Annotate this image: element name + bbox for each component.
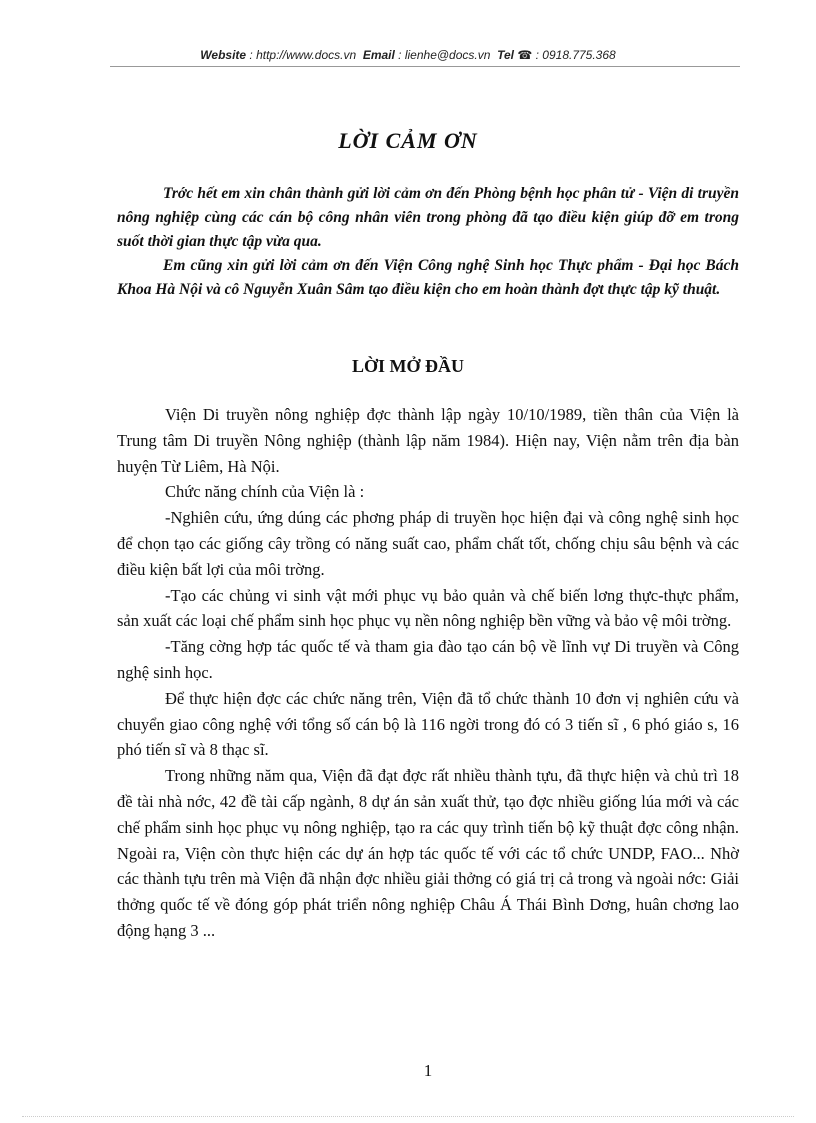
page-header <box>0 48 816 62</box>
body-paragraph: -Tăng cờng hợp tác quốc tế và tham gia đào tạo cán bộ về lĩnh vự Di truyền và Công nghệ sinh học. <box>117 637 739 682</box>
ack-paragraph: Trớc hết em xin chân thành gửi lời cảm ơn đến Phòng bệnh học phân tử - Viện di truyền nông nghiệp cùng các cán bộ công nhân viên trong phòng đã tạo điều kiện giúp đỡ em trong suốt thời gian thực tập vừa qua. <box>117 185 739 250</box>
acknowledgement-title: LỜI CẢM ƠN <box>338 128 478 153</box>
page-number: 1 <box>423 1061 433 1080</box>
header-divider <box>110 66 740 67</box>
body-paragraph: Chức năng chính của Viện là : <box>165 482 365 502</box>
body-paragraph: -Nghiên cứu, ứng dúng các phơng pháp di truyền học hiện đại và công nghệ sinh học để chọn tạo các giống cây trồng có năng suất cao, phẩm chất tốt, chống chịu sâu bệnh và các điều kiện bất lợi của môi trờng. <box>117 508 739 579</box>
body-paragraph: Để thực hiện đợc các chức năng trên, Viện đã tổ chức thành 10 đơn vị nghiên cứu và chuyển giao công nghệ với tổng số cán bộ là 116 ngời trong đó có 3 tiến sĩ , 6 phó giáo s, 16 phó tiến sĩ và 8 thạc sĩ. <box>117 688 739 760</box>
phone-icon: ☎ <box>517 48 533 62</box>
tel-label: Tel <box>497 48 514 62</box>
acknowledgement-section <box>117 182 739 302</box>
body-paragraph: Trong những năm qua, Viện đã đạt đợc rất nhiều thành tựu, đã thực hiện và chủ trì 18 đề tài nhà nớc, 42 đề tài cấp ngành, 8 dự án sản xuất thử, tạo đợc nhiều giống lúa mới và các chế phẩm sinh học phục vụ nông nghiệp, tạo ra các quy trình tiến bộ kỹ thuật đợc công nhận. Ngoài ra, Viện còn thực hiện các dự án hợp tác quốc tế với các tổ chức UNDP, FAO... Nhờ các thành tựu trên mà Viện đã nhận đợc nhiều giải thởng có giá trị cả trong và ngoài nớc: Giải thởng quốc tế về đóng góp phát triển nông nghiệp Châu Á Thái Bình Dơng, huân chơng lao động hạng 3 ... <box>117 766 739 940</box>
email-value: : lienhe@docs.vn <box>398 48 491 62</box>
body-paragraph: Viện Di truyền nông nghiệp đợc thành lập ngày 10/10/1989, tiền thân của Viện là Trung tâm Di truyền Nông nghiệp (thành lập năm 1984). Hiện nay, Viện nằm trên địa bàn huyện Từ Liêm, Hà Nội. <box>117 405 739 476</box>
ack-paragraph: Em cũng xin gửi lời cảm ơn đến Viện Công nghệ Sinh học Thực phẩm - Đại học Bách Khoa Hà Nội và cô Nguyễn Xuân Sâm tạo điều kiện cho em hoàn thành đợt thực tập kỹ thuật. <box>117 257 739 298</box>
body-paragraph: -Tạo các chủng vi sinh vật mới phục vụ bảo quản và chế biến lơng thực-thực phẩm, sản xuất các loại chế phẩm sinh học phục vụ nền nông nghiệp bền vững và bảo vệ môi trờng. <box>117 585 739 631</box>
footer-divider <box>22 1116 794 1117</box>
section-title: LỜI MỞ ĐẦU <box>352 356 464 376</box>
website-label: Website <box>200 48 247 62</box>
body-text <box>117 402 739 944</box>
email-label: Email <box>362 48 395 62</box>
tel-value: : 0918.775.368 <box>535 48 616 62</box>
website-value: : http://www.docs.vn <box>249 48 357 62</box>
